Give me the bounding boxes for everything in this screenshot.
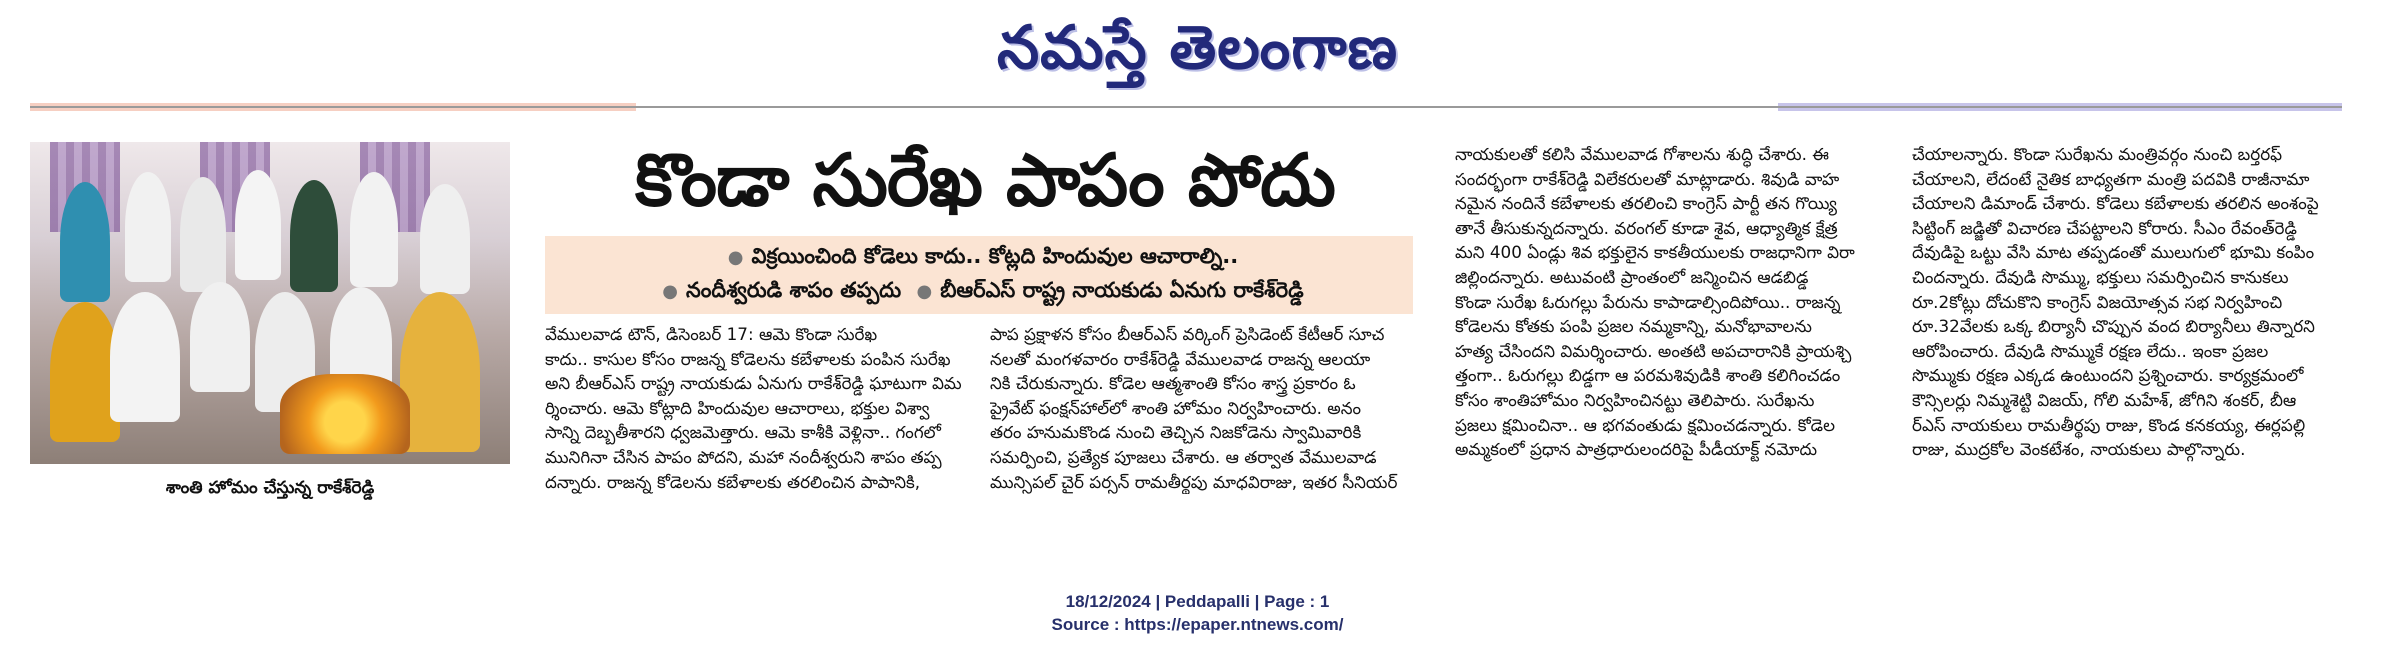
column-line: ప్రైవేట్‌ ఫంక్షన్‌హాల్‌లో శాంతి హోమం నిర్వహించారు. అనం bbox=[990, 397, 1361, 418]
column-line: సిట్టింగ్‌ జడ్జితో విచారణ చేపట్టాలని కోరారు. సీఎం రేవంత్‌రెడ్డి bbox=[1912, 217, 2297, 238]
column-line: పాప ప్రక్షాళన కోసం బీఆర్‌ఎస్‌ వర్కింగ్‌ ప్రెసిడెంట్‌ కేటీఆర్‌ సూచ bbox=[990, 324, 1385, 344]
deck-line-1 bbox=[545, 244, 1413, 274]
column-line: చేయాలని, లేదంటే నైతిక బాధ్యతగా మంత్రి పదవికి రాజీనామా bbox=[1912, 168, 2310, 189]
column-line: కాదు.. కాసుల కోసం రాజన్న కోడెలను కబేళాలకు పంపిన సురేఖ bbox=[545, 348, 951, 369]
photo-caption: శాంతి హోమం చేస్తున్న రాకేశ్‌రెడ్డి bbox=[165, 478, 375, 498]
column-line: ర్‌ఎస్‌ నాయకులు రామతీర్థపు రాజు, కొండ కనకయ్య, ఈర్లపల్లి bbox=[1912, 414, 2306, 435]
column-line: నలతో మంగళవారం రాకేశ్‌రెడ్డి వేములవాడ రాజన్న ఆలయా bbox=[990, 348, 1371, 369]
column-line: అమ్మకంలో ప్రధాన పాత్రధారులందరిపై పీడీయాక్ట్‌ నమోదు bbox=[1455, 439, 1818, 460]
deck-line-2 bbox=[545, 278, 1413, 308]
homam-fire bbox=[280, 374, 410, 454]
column-line: చేయాలని డిమాండ్‌ చేశారు. కోడెలు కబేళాలకు తరలిన అంశంపై bbox=[1912, 193, 2319, 214]
column-line: తానే తీసుకున్నదన్నారు. వరంగల్‌ కూడా శైవ, ఆధ్యాత్మిక క్షేత్ర bbox=[1455, 217, 1838, 238]
column-line: కౌన్సిలర్లు నిమ్మశెట్టి విజయ్‌, గోలి మహేశ్‌, జోగిని శంకర్‌, బీఆ bbox=[1912, 389, 2297, 410]
column-line: రూ.32వేలకు ఒక్క బిర్యానీ చొప్పున వంద బిర్యానీలు తిన్నారని bbox=[1912, 316, 2315, 337]
bullet-icon: ● bbox=[727, 247, 744, 268]
column-line: కోడెలను కోతకు పంపి ప్రజల నమ్మకాన్ని, మనోభావాలను bbox=[1455, 316, 1812, 337]
article-headline: కొండా సురేఖ పాపం పోదు bbox=[635, 138, 1335, 222]
column-line: వేములవాడ టౌన్‌, డిసెంబర్‌ 17: ఆమె కొండా సురేఖ bbox=[545, 324, 878, 344]
column-line: దన్నారు. రాజన్న కోడెలను కబేళాలకు తరలించిన పాపానికి, bbox=[545, 471, 921, 492]
column-line: దేవుడిపై ఒట్టు వేసి మాట తప్పడంతో ములుగులో భూమి కంపిం bbox=[1912, 242, 2315, 263]
article-column-4 bbox=[1912, 142, 2352, 462]
article-column-1 bbox=[545, 322, 975, 494]
column-line: మున్సిపల్‌ చైర్‌ పర్సన్‌ రామతీర్థపు మాధవిరాజు, ఇతర సీనియర్‌ bbox=[990, 471, 1398, 492]
column-line: సందర్భంగా రాకేశ్‌రెడ్డి విలేకరులతో మాట్లాడారు. శివుడి వాహ bbox=[1455, 168, 1840, 189]
column-line: అని బీఆర్‌ఎస్‌ రాష్ట్ర నాయకుడు ఏనుగు రాకేశ్‌రెడ్డి ఘాటుగా విమ bbox=[545, 373, 962, 394]
column-line: నాయకులతో కలిసి వేములవాడ గోశాలను శుద్ధి చేశారు. ఈ bbox=[1455, 144, 1829, 164]
column-line: రూ.2కోట్లు దోచుకొని కాంగ్రెస్‌ విజయోత్సవ సభ నిర్వహించి bbox=[1912, 291, 2283, 312]
column-line: కోసం శాంతిహోమం నిర్వహించినట్టు తెలిపారు. సురేఖను bbox=[1455, 389, 1815, 410]
column-line: జిల్లిందన్నారు. అటువంటి ప్రాంతంలో జన్మించిన ఆడబిడ్డ bbox=[1455, 266, 1809, 287]
column-line: మునిగినా చేసిన పాపం పోదని, మహా నందీశ్వరుని శాపం తప్ప bbox=[545, 446, 942, 467]
masthead-rule bbox=[30, 106, 2342, 108]
column-line: ప్రజలు క్షమించినా.. ఆ భగవంతుడు క్షమించడన్నారు. కోడెల bbox=[1455, 414, 1835, 435]
column-line: సమర్పించి, ప్రత్యేక పూజలు చేశారు. ఆ తర్వాత వేములవాడ bbox=[990, 446, 1377, 467]
footer-source-link[interactable]: Source : https://epaper.ntnews.com/ bbox=[1051, 615, 1344, 634]
column-line: తరం హనుమకొండ నుంచి తెచ్చిన నిజకోడెను స్వామివారికి bbox=[990, 422, 1362, 443]
bullet-icon: ● bbox=[916, 281, 933, 302]
column-line: హత్య చేసిందని విమర్శించారు. అంతటి అపచారానికి ప్రాయశ్చి bbox=[1455, 340, 1852, 361]
bullet-icon: ● bbox=[662, 281, 679, 302]
column-line: ఆరోపించారు. దేవుడి సొమ్ముకే రక్షణ లేదు.. ఇంకా ప్రజల bbox=[1912, 340, 2269, 361]
column-line: నమైన నందినే కబేళాలకు తరలించి కాంగ్రెస్‌ పార్టీ తన గొయ్యి bbox=[1455, 193, 1837, 214]
column-line: మని 400 ఏండ్లు శివ భక్తులైన కాకతీయులకు రాజధానిగా విరా bbox=[1455, 242, 1855, 263]
column-line: రాజు, ముద్రకోల వెంకటేశం, నాయకులు పాల్గొన్నారు. bbox=[1912, 439, 2246, 460]
column-line: నికి చేరుకున్నారు. కోడెల ఆత్మశాంతి కోసం శాస్త్ర ప్రకారం ఓ bbox=[990, 373, 1356, 394]
column-line: సొమ్ముకు రక్షణ ఎక్కడ ఉంటుందని ప్రశ్నించారు. కార్యక్రమంలో bbox=[1912, 365, 2304, 386]
column-line: సాన్ని దెబ్బతీశారని ధ్వజమెత్తారు. ఆమె కాశీకి వెళ్లినా.. గంగలో bbox=[545, 422, 941, 443]
column-line: ర్శించారు. ఆమె కోట్లాది హిందువుల ఆచారాలు, భక్తుల విశ్వా bbox=[545, 397, 930, 418]
deck-text-2: నందీశ్వరుడి శాపం తప్పదు bbox=[686, 278, 902, 302]
column-line: త్తంగా.. ఓరుగల్లు బిడ్డగా ఆ పరమశివుడికి శాంతి కలిగించడం bbox=[1455, 365, 1841, 386]
column-line: కొండా సురేఖ ఓరుగల్లు పేరును కాపాడాల్సిందిపోయి.. రాజన్న bbox=[1455, 291, 1841, 312]
footer-page-info: 18/12/2024 | Peddapalli | Page : 1 bbox=[1065, 592, 1330, 611]
deck-text-3: బీఆర్‌ఎస్‌ రాష్ట్ర నాయకుడు ఏనుగు రాకేశ్‌రెడ్డి bbox=[940, 278, 1304, 302]
article-column-2 bbox=[990, 322, 1420, 494]
column-line: చేయాలన్నారు. కొండా సురేఖను మంత్రివర్గం నుంచి బర్తరఫ్‌ bbox=[1912, 144, 2283, 164]
article-deck bbox=[545, 236, 1413, 314]
article-photo bbox=[30, 142, 510, 464]
article-column-3 bbox=[1455, 142, 1885, 462]
deck-text-1: విక్రయించింది కోడెలు కాదు.. కోట్లది హిందువుల ఆచారాల్ని.. bbox=[751, 244, 1239, 268]
masthead-title: నమస్తే తెలంగాణ bbox=[996, 13, 1399, 83]
column-line: చిందన్నారు. దేవుడి సొమ్ము, భక్తులు సమర్పించిన కానుకలు bbox=[1912, 266, 2289, 287]
